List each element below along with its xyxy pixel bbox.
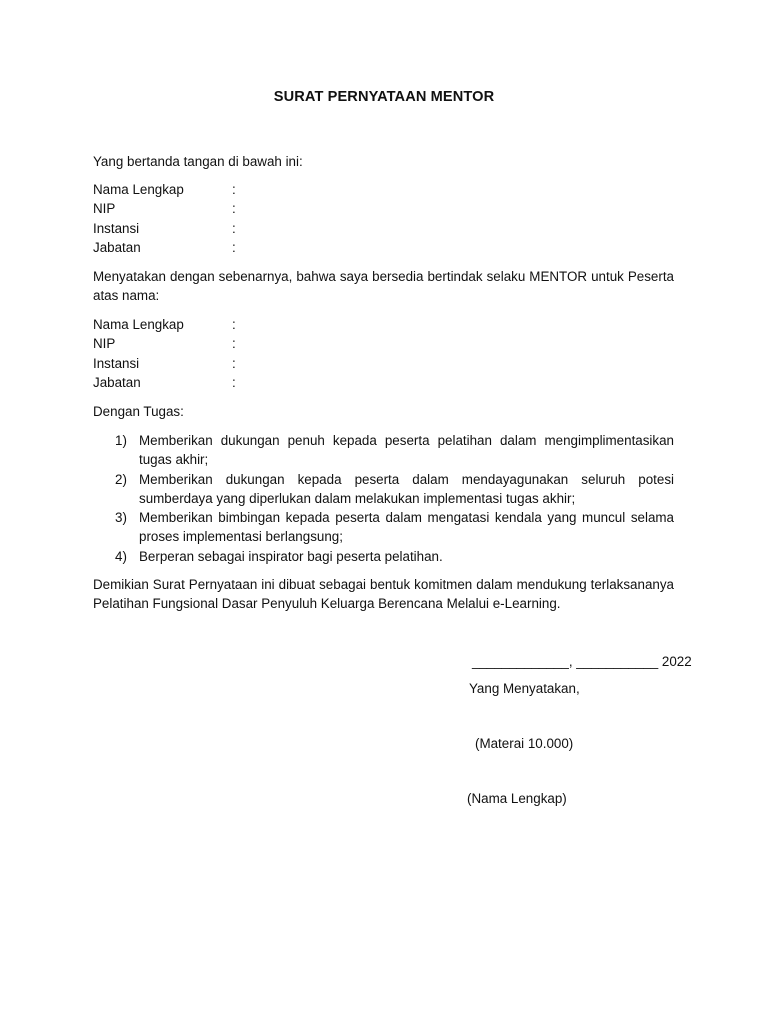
- field-colon: :: [232, 374, 236, 390]
- document-title: SURAT PERNYATAAN MENTOR: [273, 89, 495, 105]
- statement-text: Menyatakan dengan sebenarnya, bahwa saya bersedia bertindak selaku MENTOR untuk Peserta atas nama:: [93, 269, 674, 303]
- mentor-field-instansi: [93, 219, 393, 238]
- intro-text: Yang bertanda tangan di bawah ini:: [93, 154, 303, 169]
- field-colon: :: [232, 336, 236, 352]
- mentor-field-nip: [93, 199, 393, 218]
- field-label: Instansi: [93, 220, 140, 236]
- participant-field-instansi: [93, 354, 393, 373]
- signature-declarant: Yang Menyatakan,: [469, 681, 580, 696]
- participant-field-jabatan: [93, 373, 393, 392]
- field-colon: :: [232, 239, 236, 255]
- field-colon: :: [232, 317, 236, 332]
- mentor-field-jabatan: [93, 238, 393, 257]
- mentor-field-name: [93, 180, 393, 199]
- duty-text: Memberikan bimbingan kepada peserta dalam mengatasi kendala yang muncul selama proses implementasi berlangsung;: [139, 510, 674, 545]
- signature-name: (Nama Lengkap): [467, 791, 567, 806]
- field-label: NIP: [93, 336, 116, 352]
- duty-item: [93, 431, 674, 470]
- duty-text: Memberikan dukungan penuh kepada peserta pelatihan dalam mengimplimentasikan tugas akhir;: [139, 433, 674, 468]
- field-label: Instansi: [93, 355, 140, 371]
- signature-date-line: _____________, ___________ 2022: [472, 654, 692, 669]
- field-label: Nama Lengkap: [93, 182, 184, 197]
- signature-stamp-note: (Materai 10.000): [475, 736, 574, 751]
- field-colon: :: [232, 220, 236, 236]
- field-label: Nama Lengkap: [93, 317, 184, 332]
- duty-number: 4): [115, 548, 127, 564]
- participant-field-name: [93, 315, 393, 334]
- participant-fields: [93, 315, 393, 392]
- duty-number: 1): [115, 433, 127, 448]
- mentor-fields: [93, 180, 393, 257]
- field-label: NIP: [93, 201, 116, 217]
- field-colon: :: [232, 201, 236, 217]
- duty-item: [93, 508, 674, 547]
- duty-item: [93, 470, 674, 509]
- duty-list: [93, 431, 674, 566]
- field-colon: :: [232, 182, 236, 197]
- participant-field-nip: [93, 334, 393, 353]
- duty-item: [93, 547, 674, 566]
- duty-text: Memberikan dukungan kepada peserta dalam mendayagunakan seluruh potesi sumberdaya yang diperlukan dalam melakukan implementasi tugas akhir;: [139, 471, 674, 506]
- duty-number: 2): [115, 471, 127, 487]
- field-label: Jabatan: [93, 239, 141, 255]
- field-colon: :: [232, 355, 236, 371]
- field-label: Jabatan: [93, 374, 141, 390]
- duty-text: Berperan sebagai inspirator bagi peserta pelatihan.: [139, 548, 443, 564]
- duty-intro-text: Dengan Tugas:: [93, 404, 184, 419]
- duty-number: 3): [115, 510, 127, 526]
- closing-text: Demikian Surat Pernyataan ini dibuat sebagai bentuk komitmen dalam mendukung terlaksananya Pelatihan Fungsional Dasar Penyuluh Keluarga Berencana Melalui e-Learning.: [93, 577, 674, 611]
